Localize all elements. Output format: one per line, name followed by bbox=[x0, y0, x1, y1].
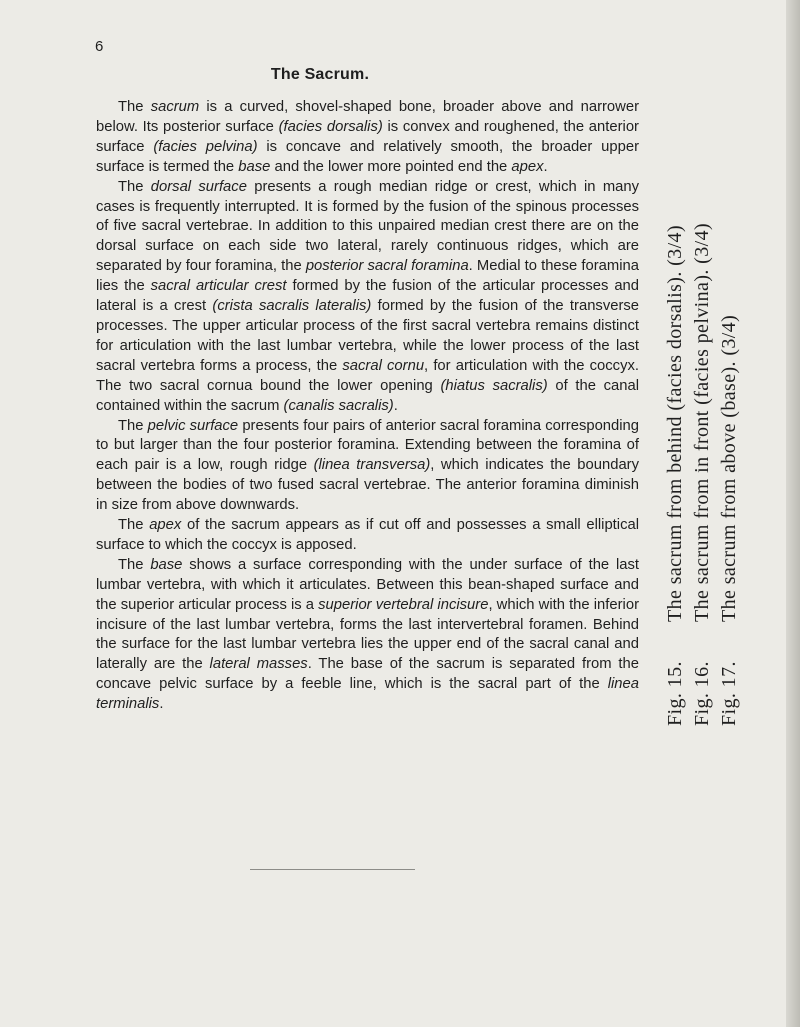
section-divider bbox=[250, 869, 415, 870]
text-run: The bbox=[118, 417, 148, 434]
text-run: . Medial to these foramina lies the bbox=[96, 258, 639, 295]
page-edge-shadow bbox=[786, 0, 800, 1027]
text-run: , which indicates the boundary between the bodies of two fused sacral vertebrae. The anterior foramina diminish in size from above downwards. bbox=[96, 457, 639, 514]
body-text bbox=[96, 98, 639, 715]
text-run: formed by the fusion of the transverse processes. The upper articular process of the first sacral vertebra remains distinct for articulation with the last lumbar vertebra, while the lower process of the last sacral vertebra forms a process, the bbox=[96, 298, 639, 374]
figure-caption-text: The sacrum from in front (facies pelvina). (3/4) bbox=[691, 222, 713, 622]
italic-term: lateral masses bbox=[209, 656, 308, 673]
italic-term: (facies pelvina) bbox=[153, 138, 258, 155]
figure-caption-16 bbox=[689, 222, 716, 726]
page-title: The Sacrum. bbox=[270, 66, 370, 83]
text-run: . bbox=[543, 158, 548, 175]
italic-term: (canalis sacralis) bbox=[283, 397, 394, 414]
text-run: formed by the fusion of the articular processes and lateral is a crest bbox=[96, 278, 640, 315]
figure-label: Fig. 17. bbox=[718, 661, 740, 726]
paragraph bbox=[96, 178, 639, 417]
text-run: . bbox=[159, 696, 164, 713]
text-run: , which with the inferior incisure of the last lumbar vertebra, forms the last intervertebral foramen. Behind the surface for the last lumbar vertebra lies the upper end of the sacral canal and laterally are the bbox=[96, 596, 639, 673]
text-run: The bbox=[118, 556, 151, 573]
italic-term: (facies dorsalis) bbox=[278, 118, 383, 135]
italic-term: sacral cornu bbox=[342, 357, 425, 374]
text-run: of the sacrum appears as if cut off and possesses a small elliptical surface to which the coccyx is apposed. bbox=[96, 517, 639, 553]
text-run: . The base of the sacrum is separated from the concave pelvic surface by a feeble line, which is the sacral part of the bbox=[96, 656, 639, 693]
text-run: is a curved, shovel-shaped bone, broader above and narrower below. Its posterior surface bbox=[96, 99, 639, 135]
page-number: 6 bbox=[95, 38, 104, 55]
italic-term: posterior sacral foramina bbox=[305, 258, 469, 275]
text-run: is concave and relatively smooth, the broader upper surface is termed the bbox=[96, 138, 639, 175]
italic-term: apex bbox=[149, 517, 182, 534]
text-run: The bbox=[118, 99, 151, 115]
text-run: and the lower more pointed end the bbox=[270, 158, 512, 175]
figure-label: Fig. 15. bbox=[664, 661, 686, 726]
figure-caption-15 bbox=[662, 224, 689, 726]
text-run: shows a surface corresponding with the under surface of the last lumbar vertebra, with which it articulates. Between this bean-shaped surface and the superior articular process is a bbox=[96, 556, 639, 613]
text-run: The bbox=[118, 178, 151, 195]
italic-term: apex bbox=[511, 158, 544, 175]
italic-term: sacral articular crest bbox=[150, 278, 287, 295]
italic-term: (linea transversa) bbox=[313, 457, 431, 474]
text-run: presents a rough median ridge or crest, which in many cases is frequently interrupted. It is formed by the fusion of the spinous processes of five sacral vertebrae. In addition to this unpaired median crest there are on the dorsal surface on each side two lateral, rarely continuous ridges, which are separated by four foramina, the bbox=[96, 178, 640, 275]
italic-term: base bbox=[150, 556, 183, 573]
italic-term: dorsal surface bbox=[150, 178, 247, 195]
text-run: The bbox=[118, 517, 150, 534]
paragraph bbox=[96, 417, 639, 517]
figure-caption-17 bbox=[716, 246, 743, 726]
text-run: , for articulation with the coccyx. The two sacral cornua bound the lower opening bbox=[96, 357, 639, 394]
italic-term: pelvic surface bbox=[147, 417, 239, 434]
figure-label: Fig. 16. bbox=[691, 661, 713, 726]
italic-term: superior vertebral incisure bbox=[318, 596, 489, 613]
paragraph bbox=[96, 516, 639, 556]
text-run: is convex and roughened, the anterior surface bbox=[96, 118, 639, 155]
figure-caption-text: The sacrum from behind (facies dorsalis). (3/4) bbox=[664, 224, 686, 622]
italic-term: base bbox=[238, 158, 271, 175]
italic-term: sacrum bbox=[150, 99, 200, 115]
text-run: . bbox=[393, 397, 398, 414]
italic-term: linea terminalis bbox=[96, 676, 639, 713]
text-run: presents four pairs of anterior sacral foramina corresponding to but larger than the four posterior foramina. Extending between the foramina of each pair is a low, rough ridge bbox=[96, 417, 640, 474]
italic-term: (crista sacralis lateralis) bbox=[212, 298, 372, 315]
paragraph bbox=[96, 556, 639, 715]
text-run: of the canal contained within the sacrum bbox=[96, 377, 639, 414]
figure-caption-text: The sacrum from above (base). (3/4) bbox=[718, 314, 740, 622]
figure-captions bbox=[662, 222, 743, 726]
italic-term: (hiatus sacralis) bbox=[440, 377, 548, 394]
paragraph bbox=[96, 98, 639, 178]
